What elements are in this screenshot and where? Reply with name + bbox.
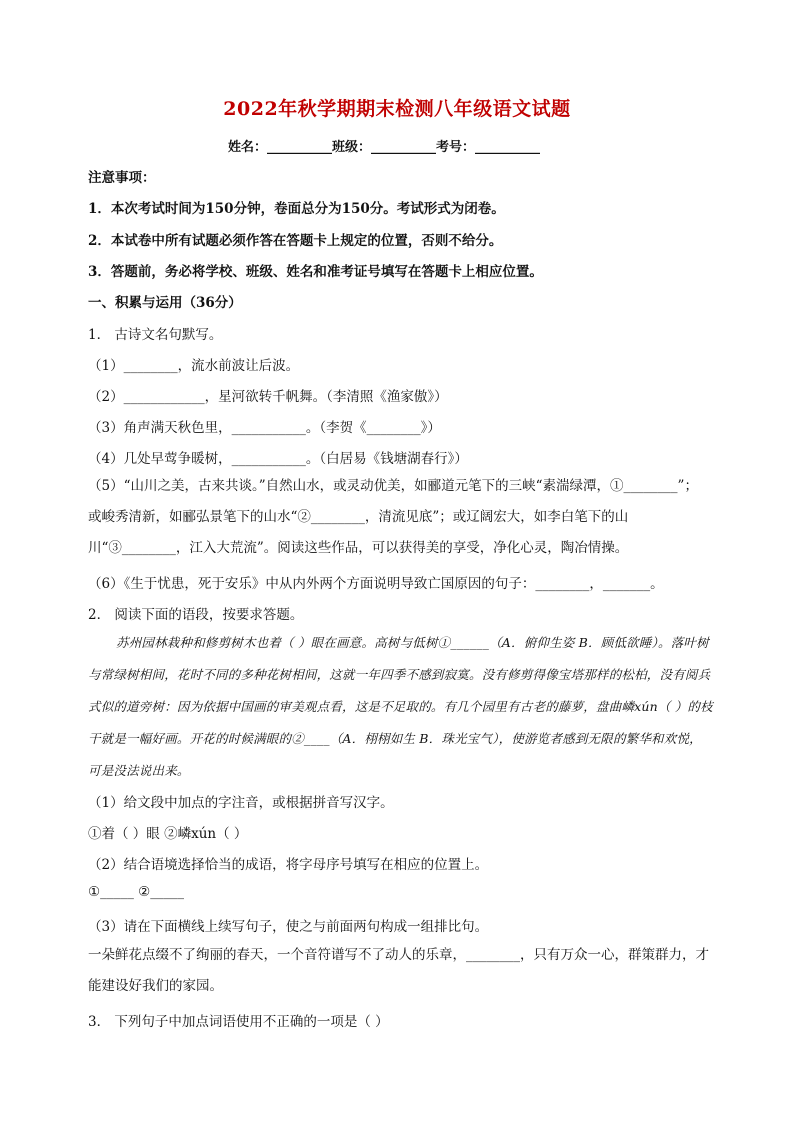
question-2-stem: 2． 阅读下面的语段，按要求答题。 [88,607,304,623]
question-1-item-2: （2）____________，星河欲转千帆舞。（李清照《渔家傲》） [88,389,448,405]
reading-passage [88,627,714,787]
question-2-sub-2: （2）结合语境选择恰当的成语，将字母序号填写在相应的位置上。 [88,857,489,873]
notice-item-3: 3．答题前，务必将学校、班级、姓名和准考证号填写在答题卡上相应位置。 [88,264,543,280]
question-2-sub-3-text: 一朵鲜花点缀不了绚丽的春天，一个音符谱写不了动人的乐章，________，只有万众一心，群策群力，才能建设好我们的家园。 [88,947,709,994]
question-1-stem: 1． 古诗文名句默写。 [88,327,223,343]
question-1-item-3: （3）角声满天秋色里，___________。（李贺《________》） [88,420,441,436]
question-1-item-4: （4）几处早莺争暖树，___________。（白居易《钱塘湖春行》） [88,451,468,467]
question-2-sub-1: （1）给文段中加点的字注音，或根据拼音写汉字。 [88,795,394,811]
question-3-stem: 3． 下列句子中加点词语使用不正确的一项是（ ） [88,1014,389,1030]
question-2-sub-2-answer: ①_____ ②_____ [88,884,184,900]
notice-heading: 注意事项： [88,170,156,186]
notice-item-1: 1．本次考试时间为150分钟，卷面总分为150分。考试形式为闭卷。 [88,201,505,217]
question-1-item-5: （5）“山川之美，古来共谈。”自然山水，或灵动优美，如郦道元笔下的三峡“素湍绿潭，①________”；或峻秀清新，如郦弘景笔下的山水“②________，清流见底”；或辽阔宏大，如李白笔下的山川“③________，江入大荒流”。阅读这些作品，可以获得美的享受，净化心灵，陶冶情操。 [88,478,698,556]
passage-text: 苏州园林栽种和修剪树木也着（ ）眼在画意。高树与低树①______（A．俯仰生姿 B．顾低欲睡）。落叶树与常绿树相间，花时不同的多种花树相间，这就一年四季不感到寂寞。没有修剪得像宝塔那样的松柏，没有阅兵式似的道旁树：因为依据中国画的审美观点看，这是不足取的。有几个园里有古老的藤萝，盘曲嶙xún（ ）的枝干就是一幅好画。开花的时候满眼的②____（A．栩栩如生 B．珠光宝气），使游览者感到无限的繁华和欢悦，可是没法说出来。 [88,635,713,778]
notice-item-2: 2．本试卷中所有试题必须作答在答题卡上规定的位置，否则不给分。 [88,233,503,249]
student-info-line: 姓名：__________班级：__________考号：__________ [228,140,541,155]
section-heading: 一、积累与运用（36分） [88,295,242,311]
question-1-item-1: （1）________，流水前波让后波。 [88,358,300,374]
question-2-sub-3: （3）请在下面横线上续写句子，使之与前面两句构成一组排比句。 [88,919,489,935]
question-1-item-6: （6）《生于忧患，死于安乐》中从内外两个方面说明导致亡国原因的句子：________，_______。 [88,576,664,592]
exam-title: 2022年秋学期期末检测八年级语文试题 [223,98,571,120]
question-2-sub-1-answer: ①着（ ）眼 ②嶙xún（ ） [88,826,248,842]
